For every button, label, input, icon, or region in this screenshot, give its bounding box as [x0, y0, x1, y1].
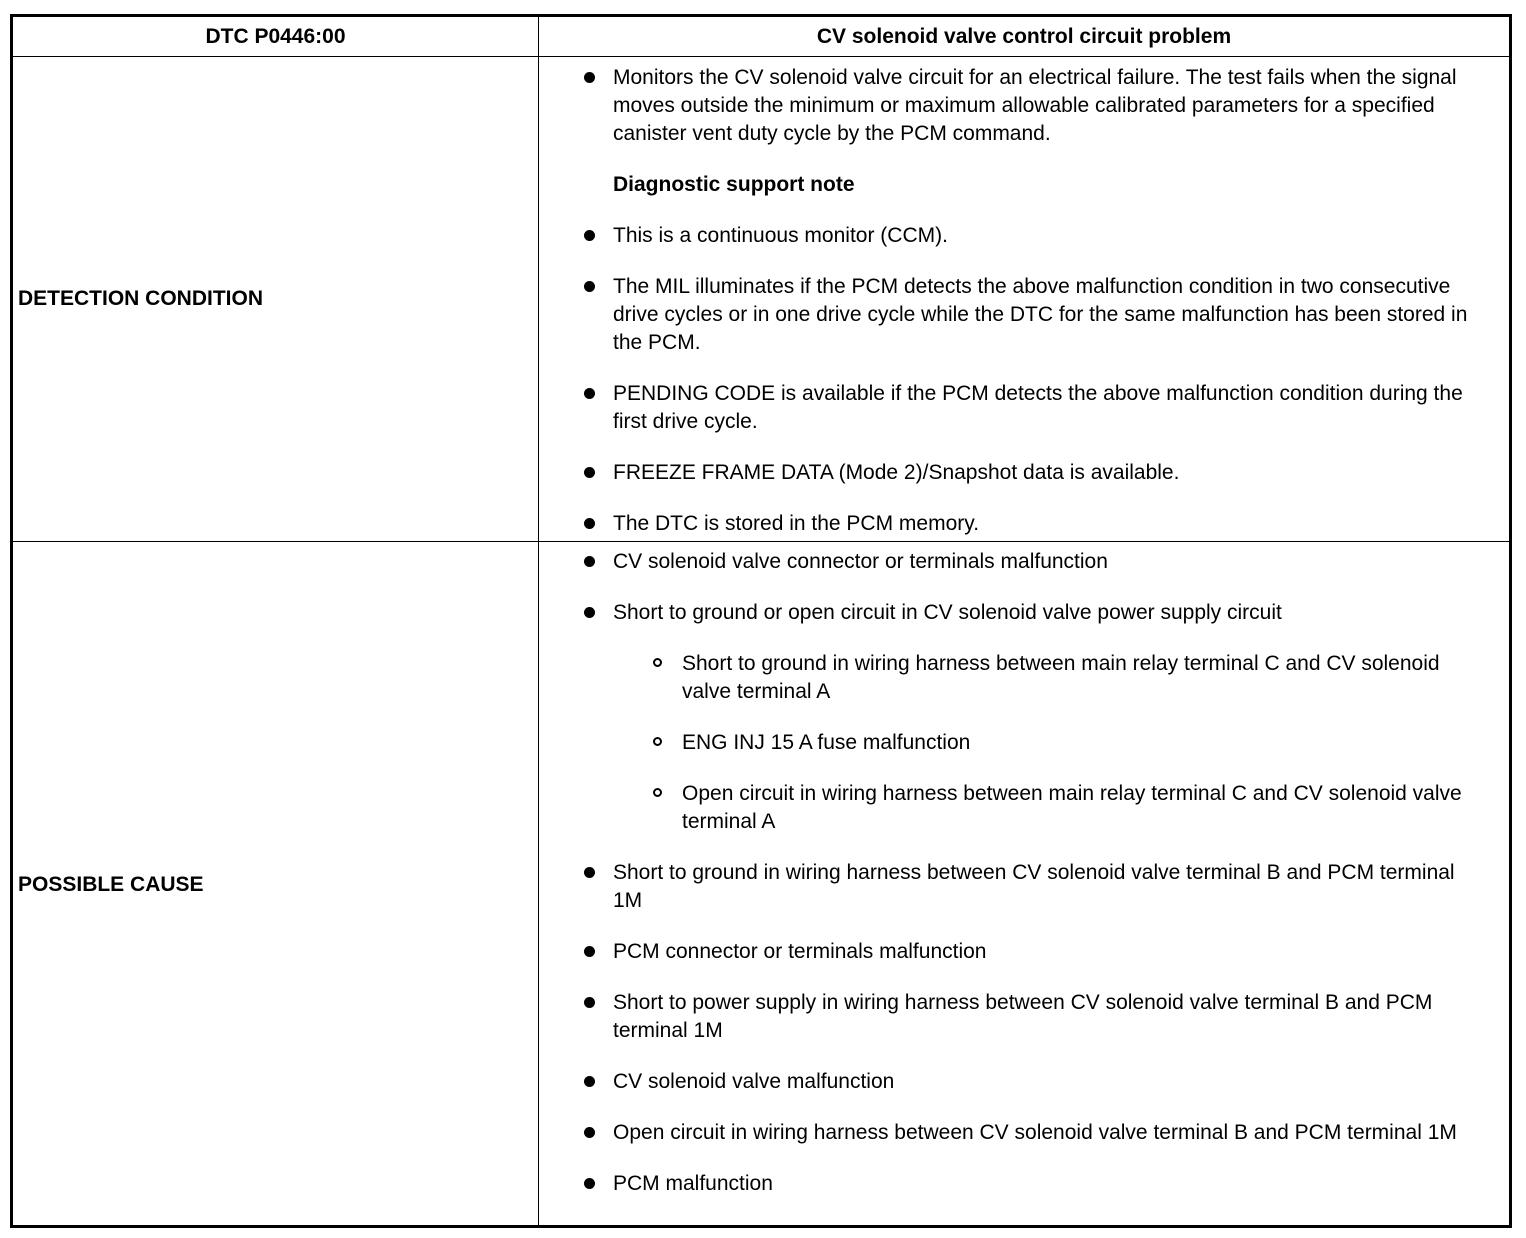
possible-cause-content — [539, 548, 1509, 1221]
list-item: Monitors the CV solenoid valve circuit for an electrical failure. The test fails when the signal moves outside the minimum or maximum allowable calibrated parameters for a specified canister vent duty cycle by the PCM command. — [539, 64, 1509, 148]
sub-list-item: Short to ground in wiring harness between main relay terminal C and CV solenoid valve terminal A — [613, 650, 1487, 706]
sub-list-item: ENG INJ 15 A fuse malfunction — [613, 729, 1487, 757]
dtc-title-header: CV solenoid valve control circuit problem — [816, 24, 1232, 48]
list-item: PCM connector or terminals malfunction — [539, 938, 1509, 966]
list-item — [539, 599, 1509, 836]
diagnostic-support-note-heading: Diagnostic support note — [613, 173, 855, 196]
list-item: PENDING CODE is available if the PCM detects the above malfunction condition during the first drive cycle. — [539, 380, 1509, 436]
list-item: Open circuit in wiring harness between CV solenoid valve terminal B and PCM terminal 1M — [539, 1119, 1509, 1147]
list-item: Short to ground in wiring harness between CV solenoid valve terminal B and PCM terminal 1M — [539, 859, 1509, 915]
list-item: This is a continuous monitor (CCM). — [539, 222, 1509, 250]
list-item: PCM malfunction — [539, 1170, 1509, 1198]
dtc-code-header: DTC P0446:00 — [205, 24, 346, 48]
dtc-table — [10, 14, 1512, 1228]
detection-list — [539, 64, 1509, 148]
list-item: Short to power supply in wiring harness between CV solenoid valve terminal B and PCM terminal 1M — [539, 989, 1509, 1045]
sub-list — [613, 650, 1487, 836]
support-note-list — [539, 222, 1509, 538]
possible-cause-label: POSSIBLE CAUSE — [18, 873, 204, 896]
list-item-text: Short to ground or open circuit in CV solenoid valve power supply circuit — [613, 601, 1282, 624]
detection-condition-label: DETECTION CONDITION — [18, 287, 263, 310]
list-item: FREEZE FRAME DATA (Mode 2)/Snapshot data is available. — [539, 459, 1509, 487]
sub-list-item: Open circuit in wiring harness between main relay terminal C and CV solenoid valve terminal A — [613, 780, 1487, 836]
possible-cause-list — [539, 548, 1509, 1198]
list-item: The DTC is stored in the PCM memory. — [539, 510, 1509, 538]
detection-condition-content — [539, 64, 1509, 561]
list-item: CV solenoid valve malfunction — [539, 1068, 1509, 1096]
list-item: The MIL illuminates if the PCM detects the above malfunction condition in two consecutive drive cycles or in one drive cycle while the DTC for the same malfunction has been stored in the PCM. — [539, 273, 1509, 357]
list-item: CV solenoid valve connector or terminals malfunction — [539, 548, 1509, 576]
